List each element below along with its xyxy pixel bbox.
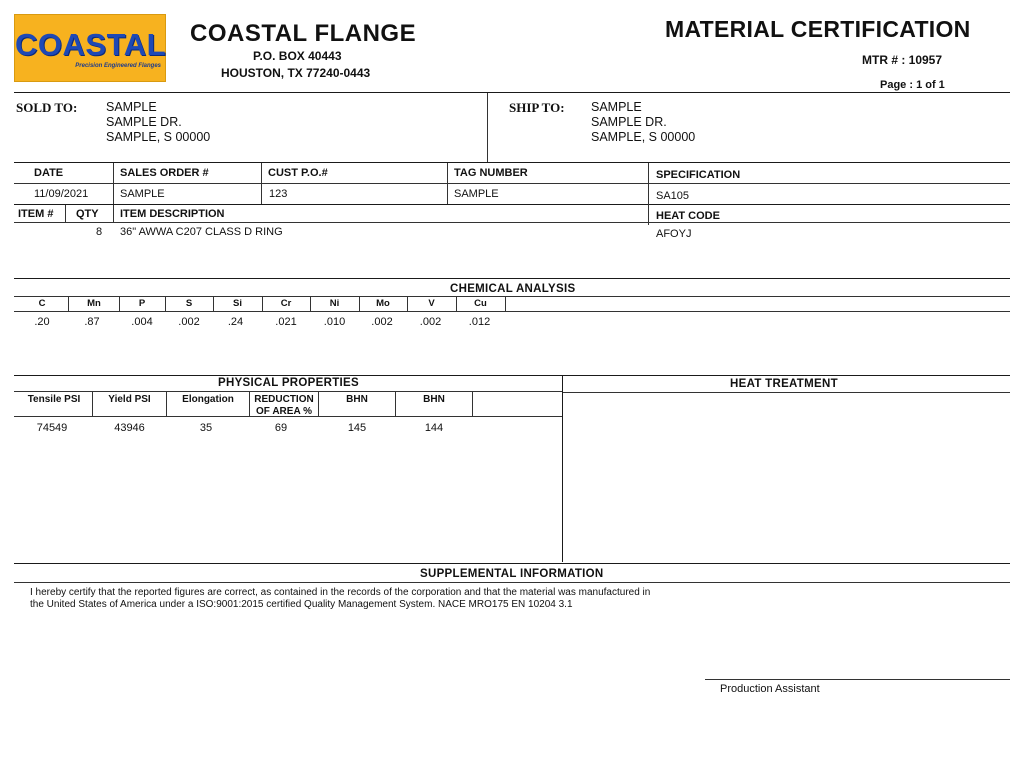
chem-value-cu: .012 xyxy=(468,316,491,328)
item-description: 36" AWWA C207 CLASS D RING xyxy=(120,226,283,238)
divider xyxy=(505,297,506,311)
divider xyxy=(14,92,1010,93)
company-address-line2: HOUSTON, TX 77240-0443 xyxy=(221,66,371,80)
logo-tagline: Precision Engineered Flanges xyxy=(75,63,161,69)
sales-order-header: SALES ORDER # xyxy=(120,167,209,179)
cust-po-value: 123 xyxy=(269,188,288,200)
chem-value-c: .20 xyxy=(34,316,50,328)
qty-header: QTY xyxy=(76,208,99,220)
divider xyxy=(14,296,1010,297)
company-address-line1: P.O. BOX 40443 xyxy=(253,49,342,63)
divider xyxy=(648,163,649,225)
divider xyxy=(14,278,1010,279)
sold-to-line: SAMPLE DR. xyxy=(106,115,182,129)
company-logo xyxy=(14,14,166,82)
item-number-header: ITEM # xyxy=(18,208,54,220)
sales-order-value: SAMPLE xyxy=(120,188,165,200)
yield-value: 43946 xyxy=(114,422,145,434)
certification-statement xyxy=(30,587,650,611)
divider xyxy=(14,311,1010,312)
chem-value-si: .24 xyxy=(227,316,244,328)
divider xyxy=(14,183,1010,184)
divider xyxy=(14,162,1010,163)
heat-treatment-title: HEAT TREATMENT xyxy=(730,378,838,390)
page-number: Page : 1 of 1 xyxy=(880,79,945,91)
company-name: COASTAL FLANGE xyxy=(190,20,417,47)
ship-to-address xyxy=(591,100,695,145)
divider xyxy=(14,375,1010,376)
divider xyxy=(261,163,262,204)
sold-to-address xyxy=(106,100,210,145)
elongation-value: 35 xyxy=(199,422,213,434)
divider xyxy=(14,582,1010,583)
divider xyxy=(65,205,66,222)
sold-to-line: SAMPLE, S 00000 xyxy=(106,130,211,144)
specification-value: SA105 xyxy=(656,190,690,202)
specification-header: SPECIFICATION xyxy=(656,169,741,181)
chem-element-ni: Ni xyxy=(329,298,340,309)
chemical-analysis-title: CHEMICAL ANALYSIS xyxy=(450,283,576,295)
sold-to-label: SOLD TO: xyxy=(16,100,78,115)
divider xyxy=(113,163,114,204)
divider xyxy=(472,392,473,416)
divider xyxy=(14,563,1010,564)
ship-to-line: SAMPLE, S 00000 xyxy=(591,130,696,144)
physical-properties-title: PHYSICAL PROPERTIES xyxy=(218,377,359,389)
supplemental-information-title: SUPPLEMENTAL INFORMATION xyxy=(420,568,604,580)
yield-header: Yield PSI xyxy=(108,394,151,405)
certification-line: I hereby certify that the reported figures are correct, as contained in the records of the corporation and that the material was manufactured in xyxy=(30,587,651,598)
chem-element-cu: Cu xyxy=(474,298,487,309)
chem-element-p: P xyxy=(138,298,146,309)
chem-element-cr: Cr xyxy=(280,298,292,309)
elongation-header: Elongation xyxy=(182,394,234,405)
bhn-value: 145 xyxy=(347,422,367,434)
chem-value-s: .002 xyxy=(178,316,200,328)
reduction-of-area-value: 69 xyxy=(274,422,288,434)
chem-value-mo: .002 xyxy=(371,316,393,328)
certification-line: the United States of America under a ISO:9001:2015 certified Quality Management System. NACE MRO175 EN 10204 3.1 xyxy=(30,599,573,610)
date-header: DATE xyxy=(34,167,64,179)
chem-value-ni: .010 xyxy=(323,316,346,328)
cust-po-header: CUST P.O.# xyxy=(268,167,328,179)
divider xyxy=(562,376,563,562)
chem-value-v: .002 xyxy=(419,316,442,328)
ship-to-line: SAMPLE xyxy=(591,100,642,114)
divider xyxy=(68,297,69,311)
chem-value-mn: .87 xyxy=(84,316,100,328)
logo-text: COASTAL xyxy=(15,27,167,62)
signature-line xyxy=(705,679,1010,680)
date-value: 11/09/2021 xyxy=(34,188,89,200)
tensile-value: 74549 xyxy=(36,422,68,434)
mtr-number: MTR # : 10957 xyxy=(862,53,943,67)
bhn-value: 144 xyxy=(424,422,444,434)
divider xyxy=(14,222,1010,223)
chem-value-cr: .021 xyxy=(275,316,297,328)
divider xyxy=(447,163,448,204)
document-title: MATERIAL CERTIFICATION xyxy=(665,16,971,42)
bhn-header: BHN xyxy=(346,394,368,405)
divider xyxy=(487,93,488,163)
heat-code-value: AFOYJ xyxy=(656,228,692,240)
item-description-header: ITEM DESCRIPTION xyxy=(120,208,225,220)
sold-to-line: SAMPLE xyxy=(106,100,157,114)
divider xyxy=(14,391,562,392)
divider xyxy=(113,205,114,222)
reduction-of-area-header: REDUCTION OF AREA % xyxy=(254,394,314,417)
chem-element-c: C xyxy=(38,298,46,309)
divider xyxy=(563,392,1010,393)
chem-element-si: Si xyxy=(233,298,242,309)
bhn-header: BHN xyxy=(423,394,445,405)
ship-to-label: SHIP TO: xyxy=(509,100,565,115)
chem-value-p: .004 xyxy=(131,316,153,328)
ship-to-line: SAMPLE DR. xyxy=(591,115,667,129)
chem-element-s: S xyxy=(185,298,193,309)
item-qty: 8 xyxy=(96,226,103,238)
chem-element-mo: Mo xyxy=(376,298,390,309)
chem-element-v: V xyxy=(428,298,435,309)
tag-number-header: TAG NUMBER xyxy=(454,167,528,179)
tensile-header: Tensile PSI xyxy=(27,394,81,405)
divider xyxy=(14,204,1010,205)
signature-title: Production Assistant xyxy=(720,683,820,695)
tag-number-value: SAMPLE xyxy=(454,188,499,200)
chem-element-mn: Mn xyxy=(87,298,101,309)
heat-code-header: HEAT CODE xyxy=(656,210,720,222)
